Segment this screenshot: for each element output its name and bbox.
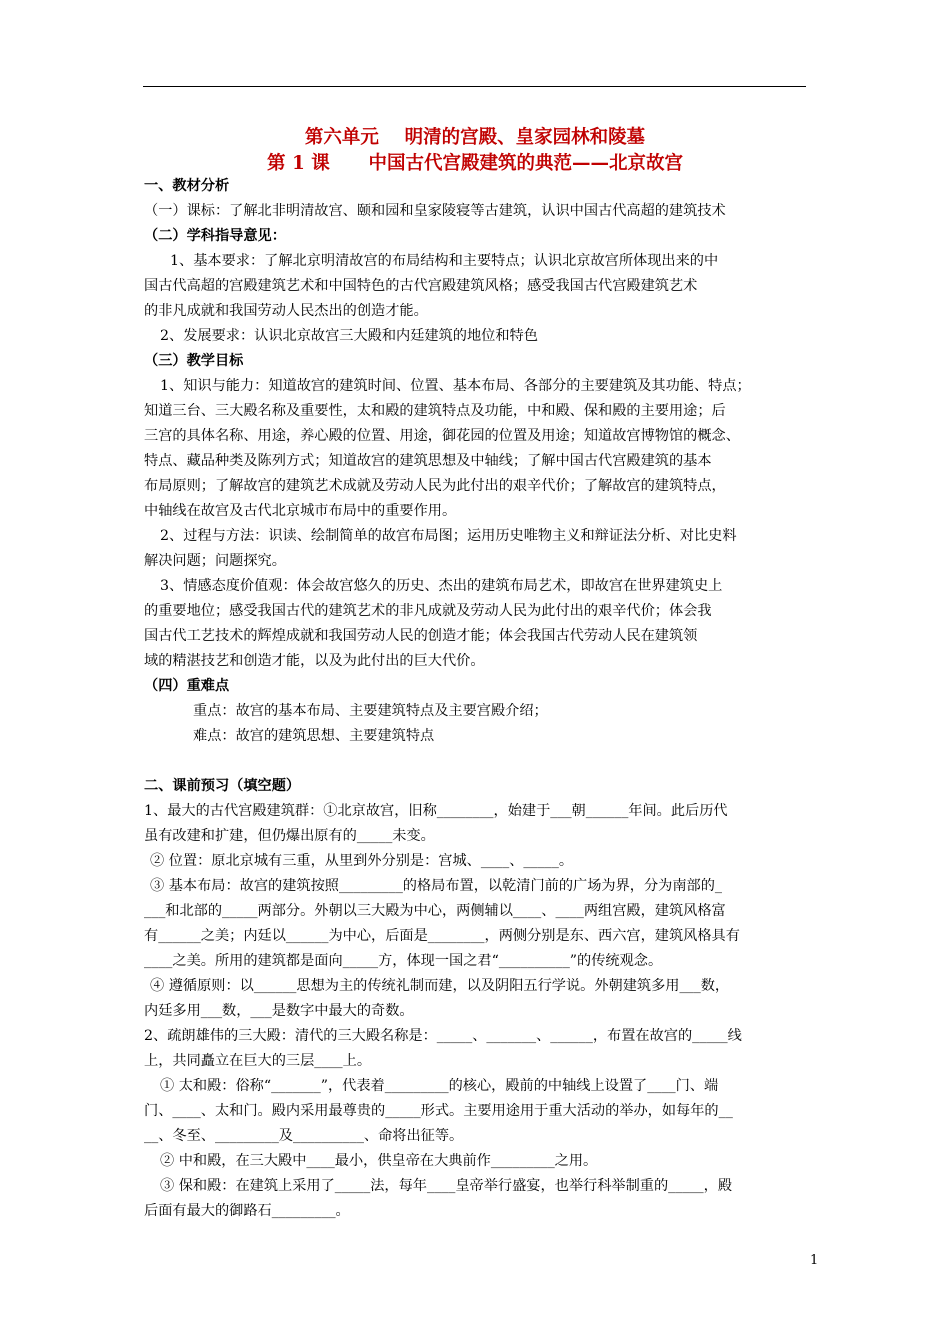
text-line: ③ 保和殿：在建筑上采用了_____法，每年____皇帝举行盛宴，也举行科举制重的_____，殿: [160, 1178, 733, 1194]
text-line: __、冬至、_________及__________、命将出征等。: [144, 1128, 464, 1144]
text-line: 的重要地位；感受我国古代的建筑艺术的非凡成就及劳动人民为此付出的艰辛代价；体会我: [144, 603, 712, 619]
text-line: 特点、藏品种类及陈列方式；知道故宫的建筑思想及中轴线；了解中国古代宫殿建筑的基本: [144, 453, 712, 469]
text-line: 3、情感态度价值观：体会故宫悠久的历史、杰出的建筑布局艺术，即故宫在世界建筑史上: [160, 578, 723, 594]
text-line: ② 中和殿，在三大殿中____最小，供皇帝在大典前作_________之用。: [160, 1153, 598, 1169]
subsection-heading: （三）教学目标: [144, 353, 244, 369]
text-line: 1、知识与能力：知道故宫的建筑时间、位置、基本布局、各部分的主要建筑及其功能、特点；: [160, 378, 751, 394]
text-line: ③ 基本布局：故宫的建筑按照_________的格局布置，以乾清门前的广场为界，分为南部的_: [150, 878, 723, 894]
text-line: 有______之美；内廷以______为中心，后面是________，两侧分别是东、西六宫，建筑风格具有: [144, 928, 740, 944]
text-line: ② 位置：原北京城有三重，从里到外分别是：宫城、____、_____。: [150, 853, 574, 869]
page-number: 1: [810, 1253, 819, 1268]
text-line: 国古代高超的宫殿建筑艺术和中国特色的古代宫殿建筑风格；感受我国古代宫殿建筑艺术: [144, 278, 698, 294]
text-line: ___和北部的_____两部分。外朝以三大殿为中心，两侧辅以____、____两组宫殿，建筑风格富: [144, 903, 726, 919]
section-heading: 二、课前预习（填空题）: [144, 778, 301, 794]
text-line: 后面有最大的御路石_________。: [144, 1203, 350, 1219]
text-line: 国古代工艺技术的辉煌成就和我国劳动人民的创造才能；体会我国古代劳动人民在建筑领: [144, 628, 698, 644]
text-line: ① 太和殿：俗称“_______”，代表着_________的核心，殿前的中轴线上设置了____门、端: [160, 1078, 719, 1094]
text-line: 上，共同矗立在巨大的三层____上。: [144, 1053, 372, 1069]
subsection-heading: （二）学科指导意见：: [144, 228, 286, 244]
text-line: 虽有改建和扩建，但仍爆出原有的_____未变。: [144, 828, 435, 844]
text-line: ____之美。所用的建筑都是面向_____方，体现一国之君“__________”的传统观念。: [144, 953, 663, 969]
text-line: 的非凡成就和我国劳动人民杰出的创造才能。: [144, 303, 428, 319]
text-line: 2、发展要求：认识北京故宫三大殿和内廷建筑的地位和特色: [160, 328, 538, 344]
section-heading: 一、教材分析: [144, 178, 230, 194]
text-line: 知道三台、三大殿名称及重要性，太和殿的建筑特点及功能，中和殿、保和殿的主要用途；后: [144, 403, 726, 419]
text-line: 内廷多用___数，___是数字中最大的奇数。: [144, 1003, 414, 1019]
header-rule: [143, 86, 806, 87]
text-line: 2、疏朗雄伟的三大殿：清代的三大殿名称是：_____、_______、______，布置在故宫的_____线: [144, 1028, 742, 1044]
text-line: （一）课标：了解北非明清故宫、颐和园和皇家陵寝等古建筑，认识中国古代高超的建筑技术: [144, 203, 726, 219]
text-line: ④ 遵循原则：以______思想为主的传统礼制而建，以及阴阳五行学说。外朝建筑多用___数，: [150, 978, 730, 994]
unit-title: 第六单元 明清的宫殿、皇家园林和陵墓: [304, 127, 646, 148]
text-line: 难点：故宫的建筑思想、主要建筑特点: [193, 728, 435, 744]
text-line: 布局原则；了解故宫的建筑艺术成就及劳动人民为此付出的艰辛代价；了解故宫的建筑特点，: [144, 478, 726, 494]
text-line: 1、基本要求：了解北京明清故宫的布局结构和主要特点；认识北京故宫所体现出来的中: [170, 253, 719, 269]
text-line: 解决问题；问题探究。: [144, 553, 286, 569]
text-line: 重点：故宫的基本布局、主要建筑特点及主要宫殿介绍；: [193, 703, 548, 719]
text-line: 2、过程与方法：识读、绘制简单的故宫布局图；运用历史唯物主义和辩证法分析、对比史料: [160, 528, 737, 544]
subsection-heading: （四）重难点: [144, 678, 230, 694]
text-line: 中轴线在故宫及古代北京城市布局中的重要作用。: [144, 503, 457, 519]
text-line: 门、____、太和门。殿内采用最尊贵的_____形式。主要用途用于重大活动的举办，如每年的__: [144, 1103, 733, 1119]
lesson-title: 第 1 课 中国古代宫殿建筑的典范——北京故宫: [267, 153, 683, 174]
text-line: 域的精湛技艺和创造才能，以及为此付出的巨大代价。: [144, 653, 485, 669]
text-line: 1、最大的古代宫殿建筑群：①北京故宫，旧称________，始建于___朝______年间。此后历代: [144, 803, 728, 819]
text-line: 三宫的具体名称、用途，养心殿的位置、用途，御花园的位置及用途；知道故宫博物馆的概念、: [144, 428, 740, 444]
